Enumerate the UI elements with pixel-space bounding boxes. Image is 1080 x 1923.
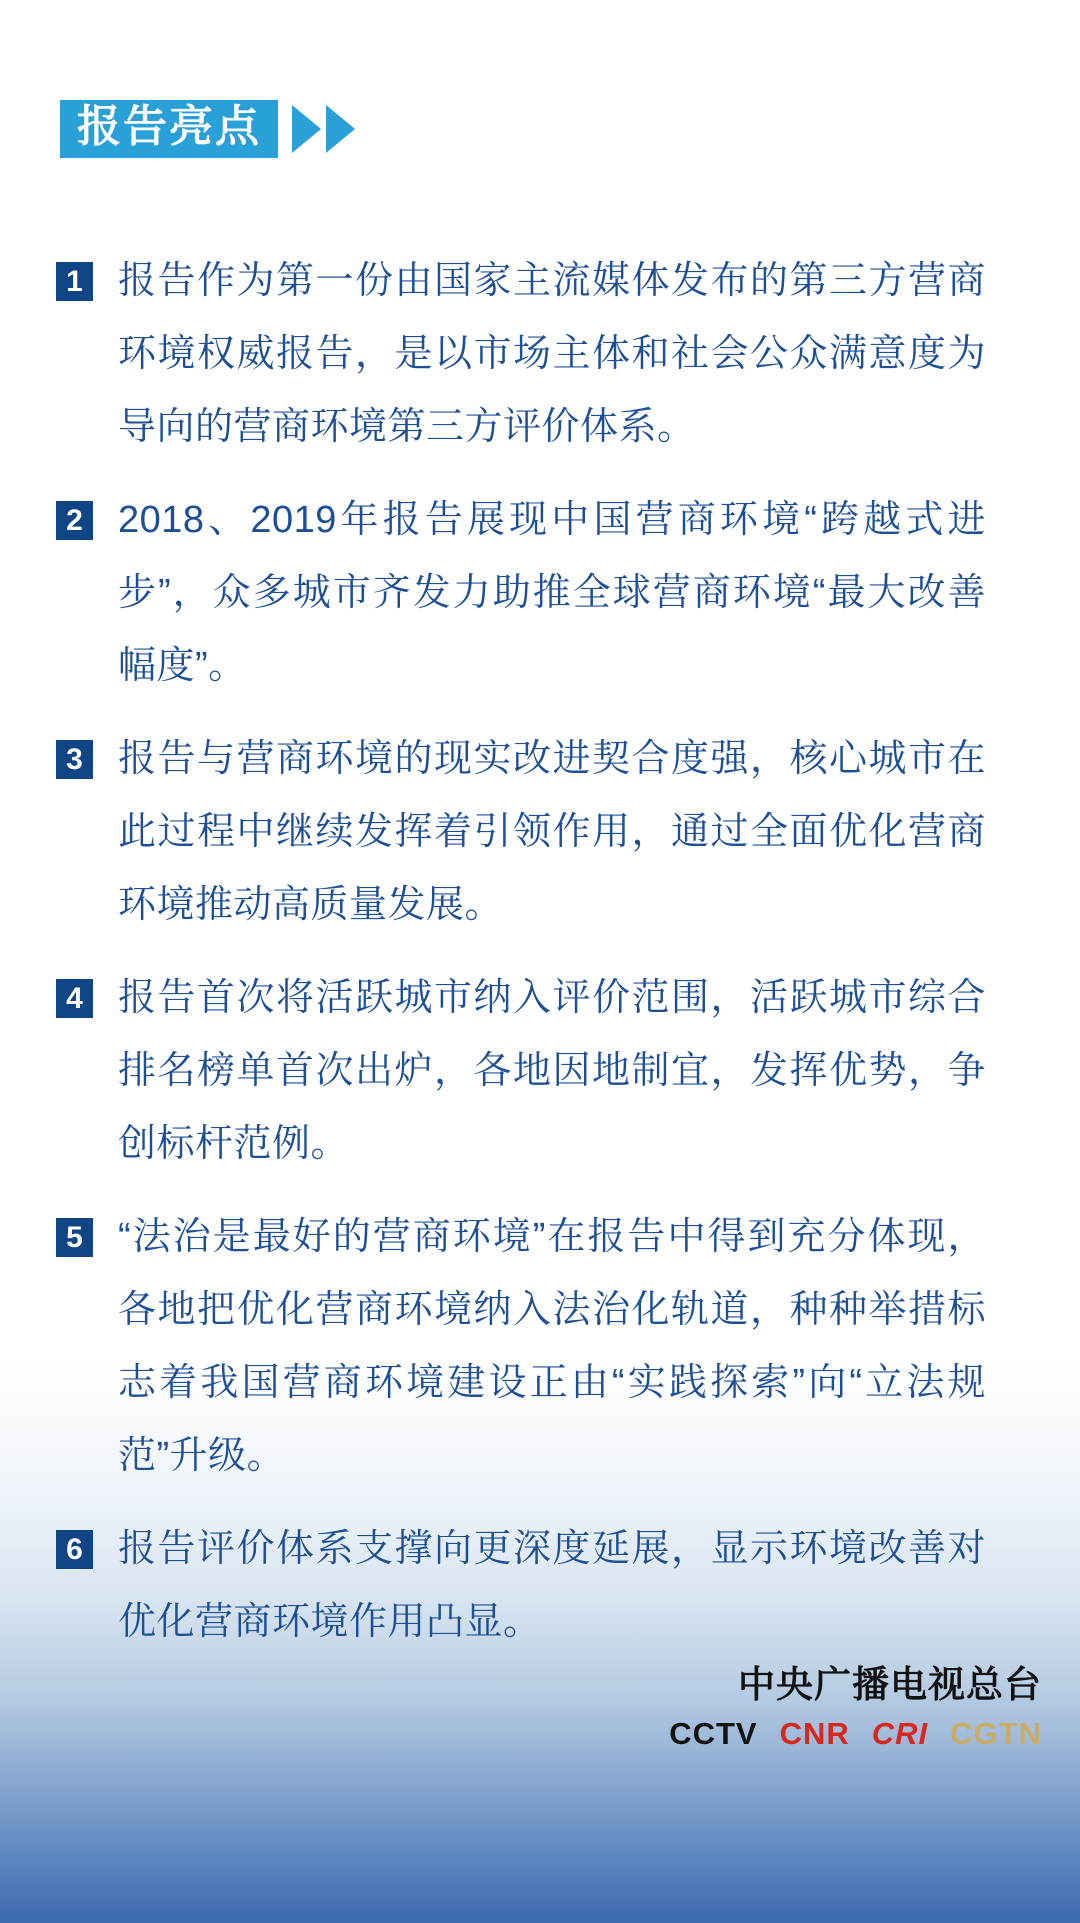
- cnr-logo: CNR: [779, 1716, 850, 1751]
- list-item: [56, 1201, 986, 1493]
- list-item: [56, 484, 986, 703]
- page-title: 报告亮点: [77, 102, 261, 151]
- item-text: 报告作为第一份由国家主流媒体发布的第三方营商环境权威报告，是以市场主体和社会公众满意度为导向的营商环境第三方评价体系。: [118, 260, 986, 448]
- report-highlights-header: [60, 100, 355, 158]
- item-number-badge: 1: [56, 262, 93, 301]
- item-text: 报告首次将活跃城市纳入评价范围，活跃城市综合排名榜单首次出炉，各地因地制宜，发挥优势，争创标杆范例。: [118, 977, 986, 1165]
- list-item: [56, 723, 986, 942]
- item-number-badge: 2: [56, 501, 93, 540]
- item-text: 报告评价体系支撑向更深度延展，显示环境改善对优化营商环境作用凸显。: [118, 1528, 986, 1643]
- item-text: 报告与营商环境的现实改进契合度强，核心城市在此过程中继续发挥着引领作用，通过全面优化营商环境推动高质量发展。: [118, 738, 986, 926]
- item-text: “法治是最好的营商环境”在报告中得到充分体现，各地把优化营商环境纳入法治化轨道，种种举措标志着我国营商环境建设正由“实践探索”向“立法规范”升级。: [118, 1216, 986, 1477]
- header-badge: [60, 100, 278, 158]
- right-arrow-icon: [326, 105, 355, 153]
- list-item: [56, 962, 986, 1181]
- china-media-group-footer: [669, 1654, 1042, 1752]
- list-item: [56, 1513, 986, 1659]
- org-name: 中央广播电视总台: [738, 1664, 1042, 1705]
- item-number-badge: 3: [56, 740, 93, 779]
- cgtn-logo: CGTN: [950, 1716, 1042, 1751]
- brand-logos-row: [669, 1716, 1042, 1752]
- list-item: [56, 245, 986, 464]
- item-text: 2018、2019年报告展现中国营商环境“跨越式进步”，众多城市齐发力助推全球营商环境“最大改善幅度”。: [118, 499, 986, 687]
- cctv-logo: CCTV: [669, 1716, 758, 1751]
- item-number-badge: 5: [56, 1218, 93, 1257]
- cri-logo: CRI: [871, 1716, 929, 1751]
- highlights-list: [56, 245, 986, 1679]
- item-number-badge: 4: [56, 979, 93, 1018]
- item-number-badge: 6: [56, 1530, 93, 1569]
- right-arrow-icon: [292, 105, 321, 153]
